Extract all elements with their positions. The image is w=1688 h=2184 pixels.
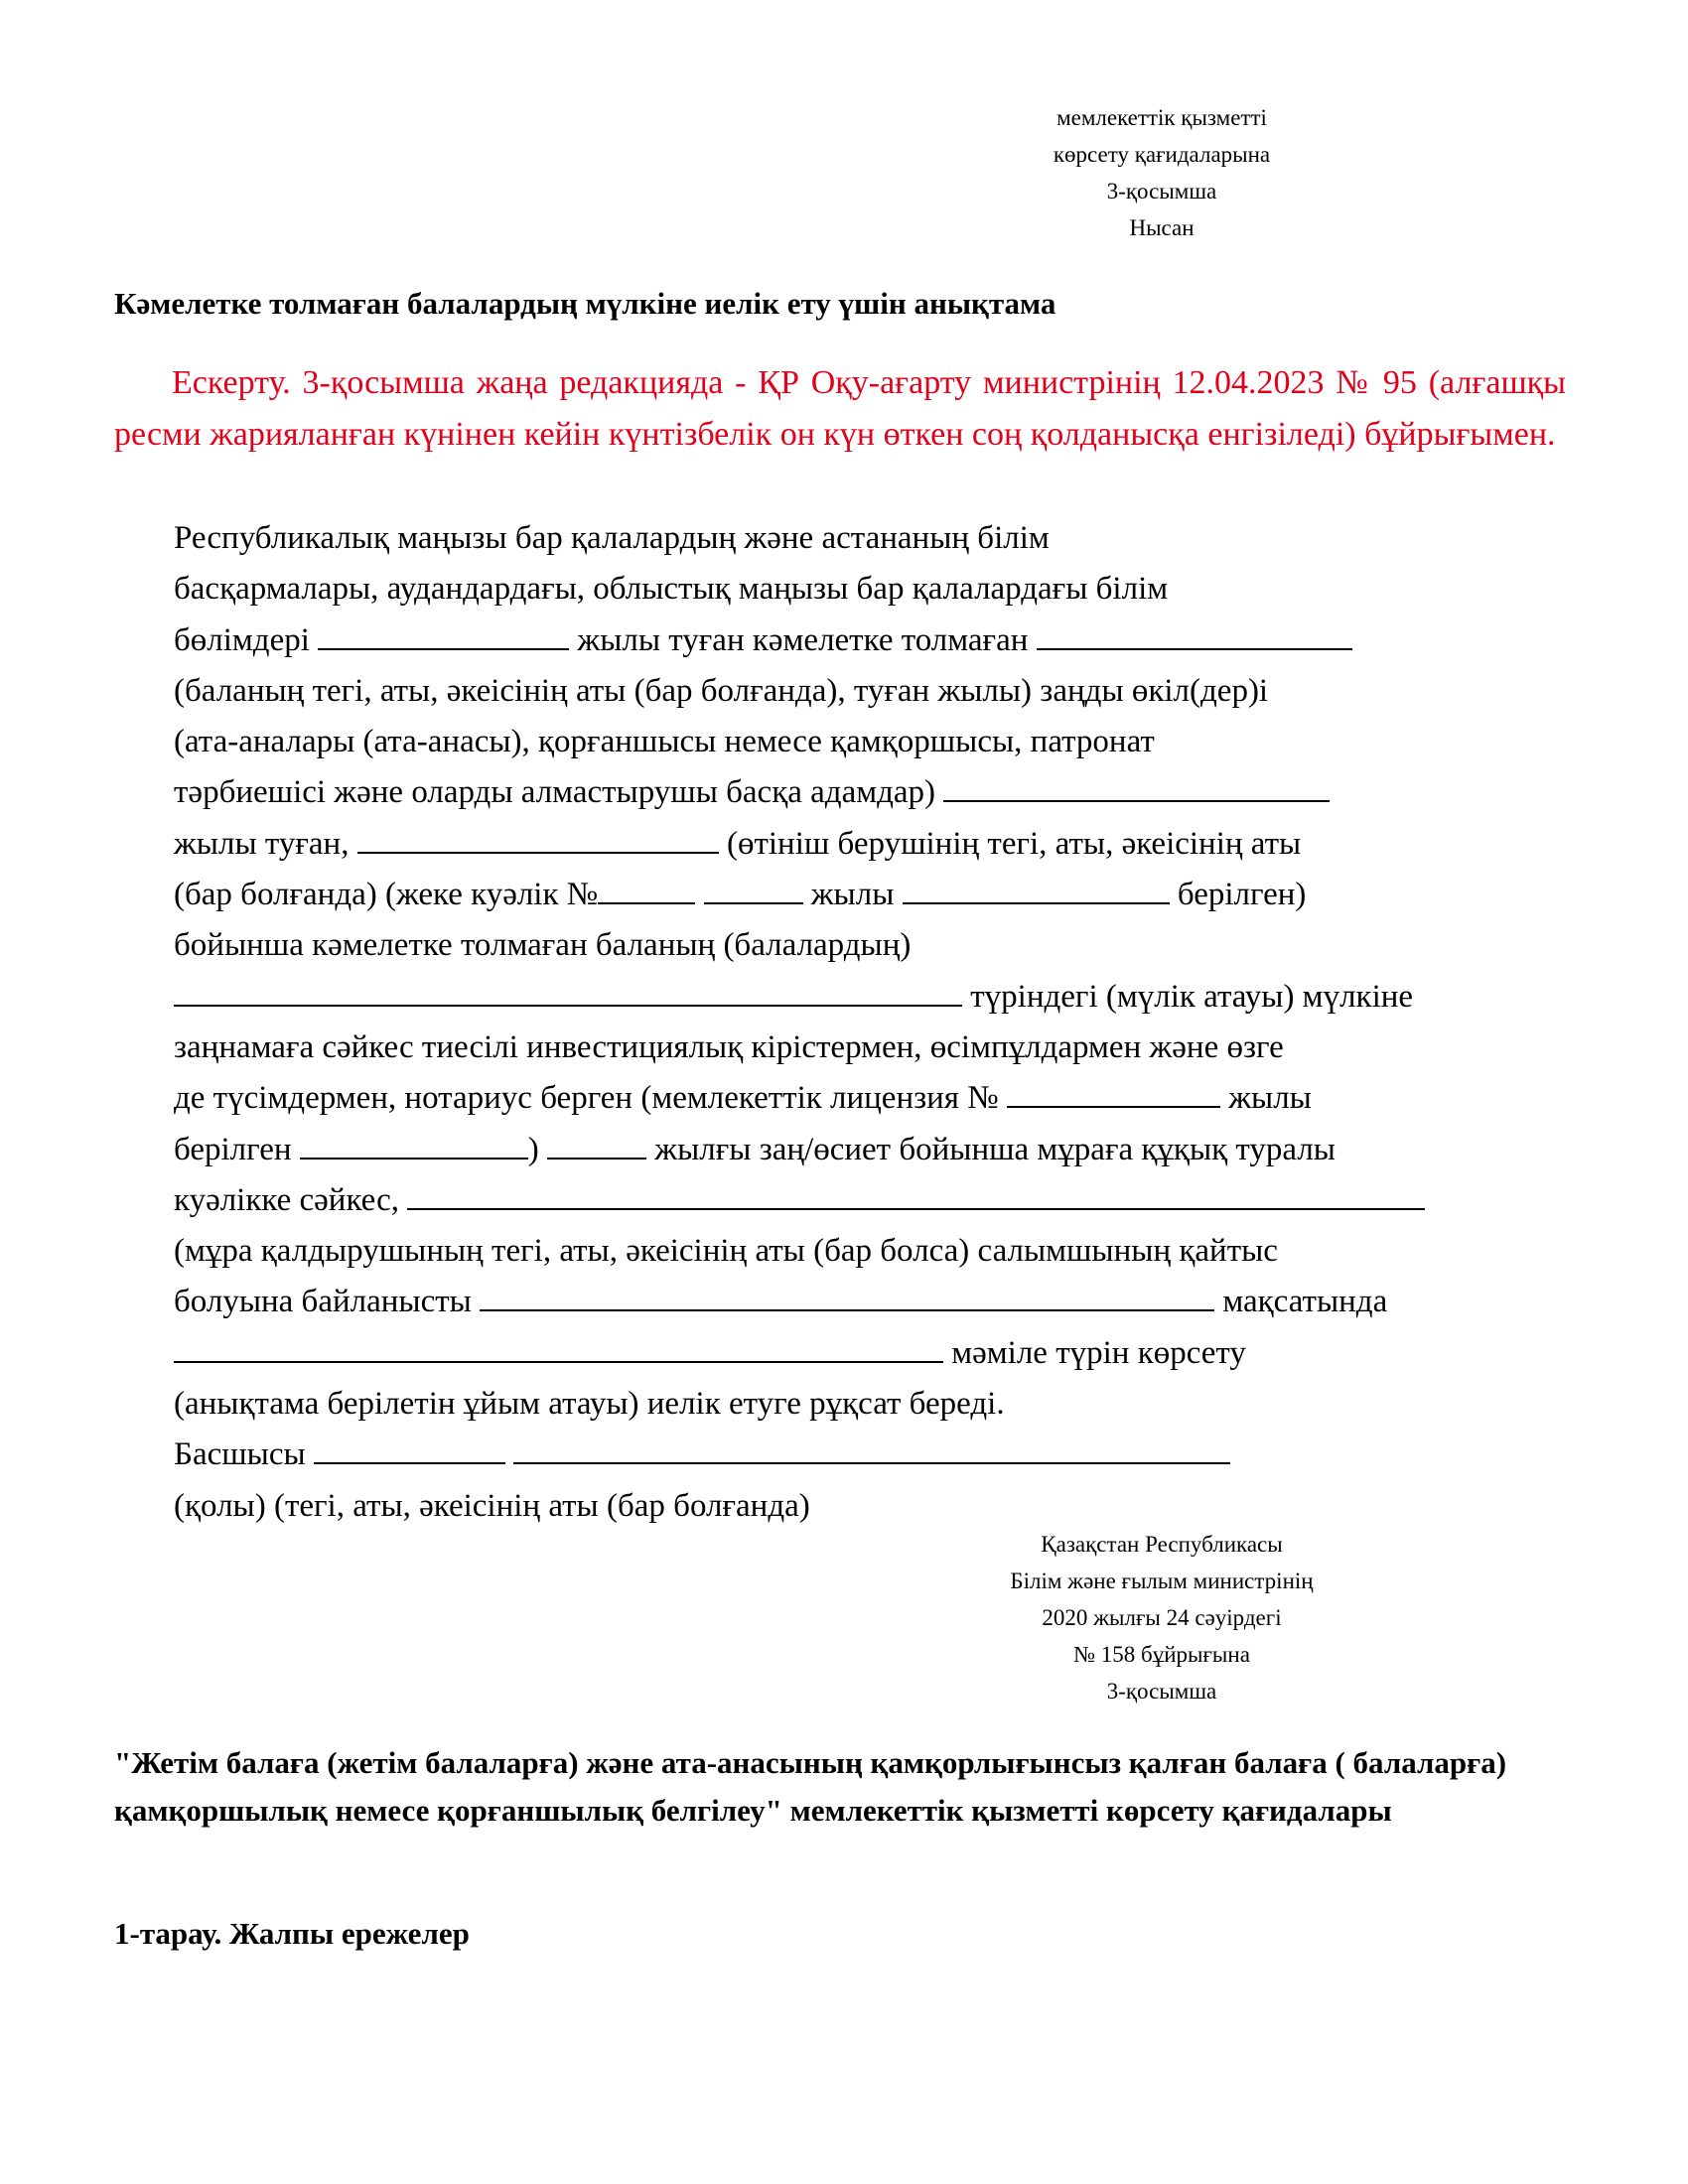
blank-field[interactable] [943,774,1330,802]
blank-field[interactable] [407,1182,1425,1210]
form-line: (баланың тегі, аты, әкеісінің аты (бар болғанда), туған жылы) заңды өкіл(дер)і [174,672,1269,709]
document-title: Кәмелетке толмаған балалардың мүлкіне иелік ету үшін анықтама [114,286,1056,321]
appendix-stamp-bottom [963,1526,1360,1709]
stamp-top-line: мемлекеттік қызметті [1056,105,1267,130]
stamp-bottom-line: № 158 бұйрығына [1073,1642,1250,1667]
form-line: (анықтама берілетін ұйым атауы) иелік етуге рұқсат береді. [174,1386,1005,1423]
stamp-bottom-line: Білім және ғылым министрінің [1010,1569,1314,1593]
form-line: Басшысы [174,1430,1425,1480]
form-line: (бар болғанда) (жеке куәлік № жылы берілген) [174,877,1307,913]
form-line: (қолы) (тегі, аты, әкеісінің аты (бар болғанда) [174,1487,810,1524]
form-line: берілген ) жылғы заң/өсиет бойынша мұраға құқық туралы [174,1131,1336,1167]
appendix-stamp-top [963,99,1360,246]
form-line: заңнамаға сәйкес тиесілі инвестициялық кірістермен, өсімпұлдармен және өзге [174,1028,1284,1065]
stamp-top-line: 3-қосымша [1106,179,1217,204]
blank-field[interactable] [480,1284,1214,1311]
chapter-heading: 1-тарау. Жалпы ережелер [114,1916,470,1951]
stamp-bottom-line: 3-қосымша [1106,1679,1217,1704]
blank-field[interactable] [1037,622,1352,650]
stamp-bottom-line: 2020 жылғы 24 сәуірдегі [1042,1605,1282,1630]
stamp-top-line: Нысан [1129,215,1195,240]
blank-field[interactable] [174,979,962,1007]
form-line: (мұра қалдырушының тегі, аты, әкеісінің аты (бар болса) салымшының қайтыс [174,1233,1278,1270]
signature-field[interactable] [314,1436,505,1464]
blank-field[interactable] [300,1132,528,1160]
head-name-field[interactable] [513,1436,1230,1464]
blank-field[interactable] [1007,1080,1220,1108]
form-line: мәміле түрін көрсету [174,1328,1425,1379]
amendment-note: Ескерту. 3-қосымша жаңа редакцияда - ҚР Оқу-ағарту министрінің 12.04.2023 № 95 (алғашқы ресми жарияланған күнінен кейін күнтізбелік он күн өткен соң қолданысқа енгізіледі) бұйрығымен. [114,364,1566,453]
form-line: тәрбиешісі және оларды алмастырушы басқа адамдар) [174,767,1425,818]
blank-field[interactable] [903,877,1170,904]
form-body [174,513,1425,1532]
form-line: де түсімдермен, нотариус берген (мемлекеттік лицензия № жылы [174,1080,1312,1117]
form-line: жылы туған, (өтініш берушінің тегі, аты, әкеісінің аты [174,825,1302,862]
form-line: түріндегі (мүлік атауы) мүлкіне [174,972,1425,1023]
form-line: куәлікке сәйкес, [174,1175,1425,1226]
blank-field[interactable] [318,622,569,650]
blank-field[interactable] [704,877,803,904]
form-line: болуына байланысты мақсатында [174,1284,1388,1320]
form-line: бойынша кәмелетке толмаған баланың (балалардың) [174,927,912,964]
form-line: бөлімдері жылы туған кәмелетке толмаған [174,615,1425,666]
blank-field[interactable] [357,826,719,854]
blank-field[interactable] [598,877,695,904]
blank-field[interactable] [547,1132,646,1160]
stamp-top-line: көрсету қағидаларына [1053,142,1271,167]
blank-field[interactable] [174,1335,943,1363]
form-line: Республикалық маңызы бар қалалардың және астананың білім [174,520,1050,556]
rules-title: "Жетім балаға (жетім балаларға) және ата-анасының қамқорлығынсыз қалған балаға ( балаларға) қамқоршылық немесе қорғаншылық белгілеу" мемлекеттік қызметті көрсету қағидалары [114,1745,1507,1828]
form-line: басқармалары, аудандардағы, облыстық маңызы бар қалалардағы білім [174,571,1169,608]
stamp-bottom-line: Қазақстан Республикасы [1041,1532,1283,1557]
form-line: (ата-аналары (ата-анасы), қорғаншысы немесе қамқоршысы, патронат [174,724,1155,760]
